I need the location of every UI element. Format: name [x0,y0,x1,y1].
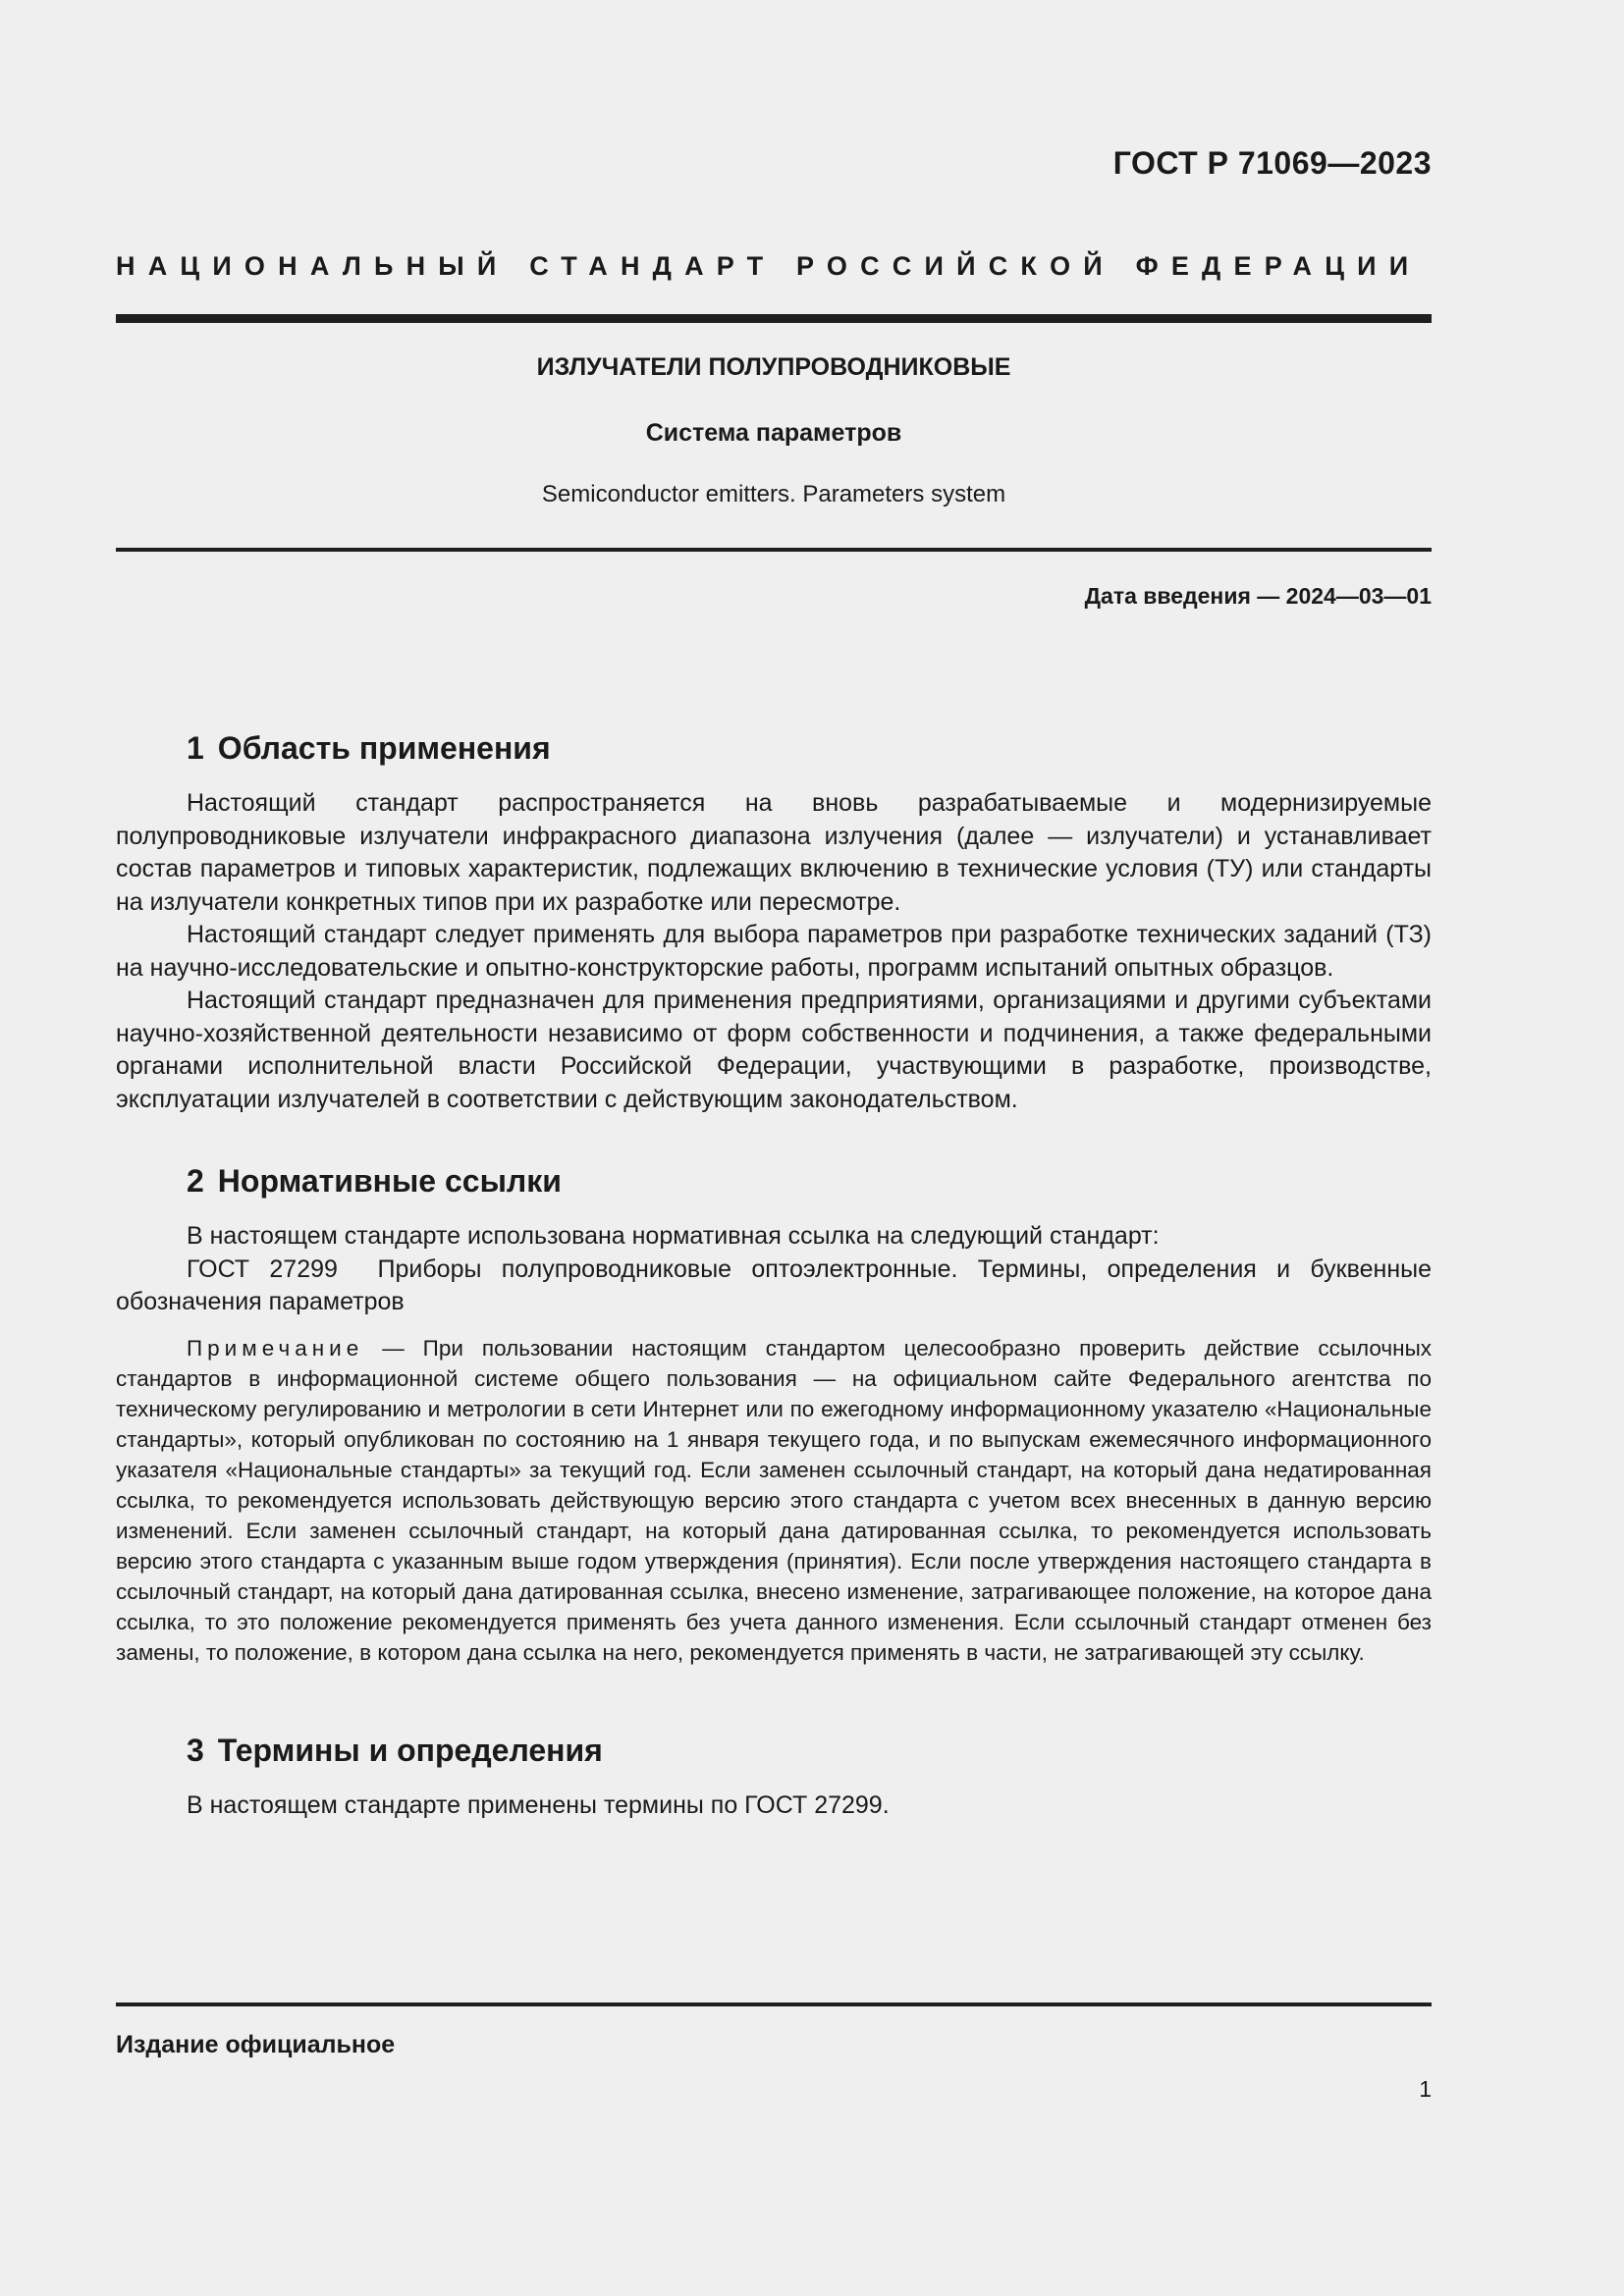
note-label: Примечание [187,1335,364,1361]
title-divider [116,548,1432,552]
paragraph: Настоящий стандарт предназначен для применения предприятиями, организациями и другими субъектами научно-хозяйственной деятельности независимо от форм собственности и подчинения, а также федеральными органами исполнительной власти Российской Федерации, участвующими в разработке, производстве, эксплуатации излучателей в соответствии с действующим законодательством. [116,987,1432,1113]
document-title-english: Semiconductor emitters. Parameters system [541,481,1006,507]
section-title: Нормативные ссылки [217,1163,562,1199]
section-terms-definitions [116,1729,1432,1823]
section-title: Область применения [217,730,551,766]
paragraph: Настоящий стандарт распространяется на вновь разрабатываемые и модернизируемые полупроводниковые излучатели инфракрасного диапазона излучения (далее — излучатели) и устанавливает состав параметров и типовых характеристик, подлежащих включению в технические условия (ТУ) или стандарты на излучатели конкретных типов при их разработке или пересмотре. [116,789,1432,916]
section-number: 1 [187,730,204,766]
edition-label: Издание официальное [116,2031,396,2058]
note-text: — При пользовании настоящим стандартом целесообразно проверить действие ссылочных стандартов в информационной системе общего пользования — на официальном сайте Федерального агентства по техническому регулированию и метрологии в сети Интернет или по ежегодному информационному указателю «Национальные стандарты», который опубликован по состоянию на 1 января текущего года, и по выпускам ежемесячного информационного указателя «Национальные стандарты» за текущий год. Если заменен ссылочный стандарт, на который дана недатированная ссылка, то рекомендуется использовать действующую версию этого стандарта с учетом всех внесенных в данную версию изменений. Если заменен ссылочный стандарт, на который дана датированная ссылка, то рекомендуется использовать версию этого стандарта с указанным выше годом утверждения (принятия). Если после утверждения настоящего стандарта в ссылочный стандарт, на который дана датированная ссылка, внесено изменение, затрагивающее положение, на которое дана ссылка, то это положение рекомендуется применять без учета данного изменения. Если ссылочный стандарт отменен без замены, то положение, в котором дана ссылка на него, рекомендуется применять в части, не затрагивающей эту ссылку. [116,1335,1432,1665]
reference-entry: ГОСТ 27299 Приборы полупроводниковые оптоэлектронные. Термины, определения и буквенные обозначения параметров [116,1255,1438,1315]
section-number: 2 [187,1163,204,1199]
document-body [116,726,1438,1822]
paragraph: В настоящем стандарте использована нормативная ссылка на следующий стандарт: [187,1222,1160,1250]
document-title: ИЗЛУЧАТЕЛИ ПОЛУПРОВОДНИКОВЫЕ [536,353,1011,381]
paragraph: Настоящий стандарт следует применять для выбора параметров при разработке технических заданий (ТЗ) на научно-исследовательские и опытно-конструкторские работы, программ испытаний опытных образцов. [116,921,1432,982]
footer-divider [116,2002,1432,2006]
note-paragraph [116,1333,1432,1668]
page-number: 1 [1419,2076,1432,2102]
section-heading [116,726,1432,770]
section-heading [116,1729,1432,1772]
document-page [116,0,1438,2296]
paragraph: В настоящем стандарте применены термины по ГОСТ 27299. [187,1790,890,1819]
section-title: Термины и определения [217,1732,603,1768]
document-subtitle: Система параметров [645,419,902,447]
section-scope [116,726,1432,1116]
national-standard-banner: НАЦИОНАЛЬНЫЙ СТАНДАРТ РОССИЙСКОЙ ФЕДЕРАЦИИ [116,251,1422,281]
header-divider [116,314,1432,323]
document-number: ГОСТ Р 71069—2023 [1112,145,1432,181]
introduction-date: Дата введения — 2024—03—01 [1084,583,1432,609]
section-normative-references [116,1159,1438,1668]
section-heading [116,1159,1432,1202]
section-number: 3 [187,1732,204,1768]
